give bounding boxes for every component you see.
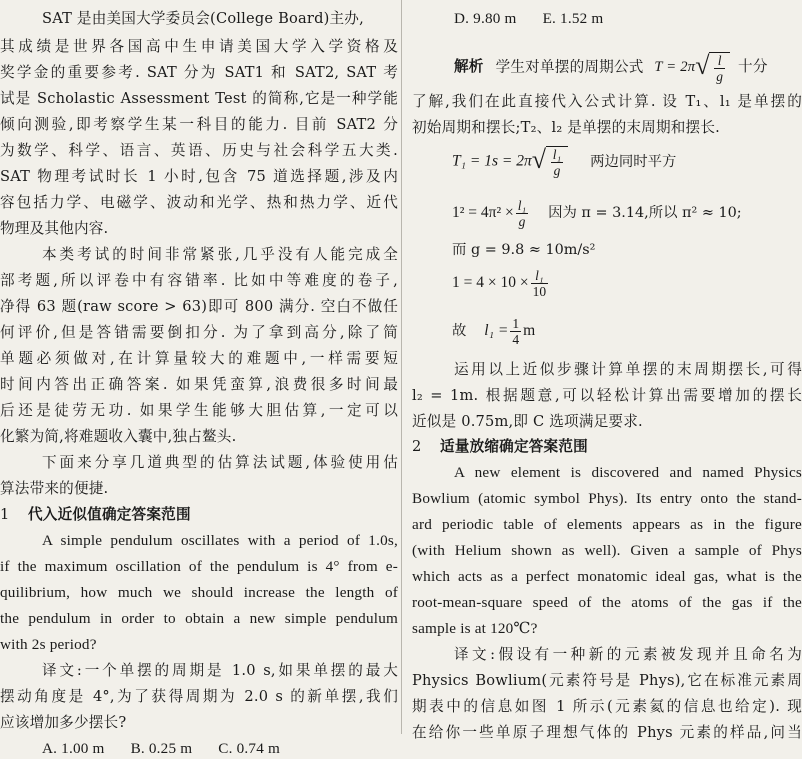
question-en-line: A simple pendulum oscillates with a period of 1.0s,: [42, 532, 398, 549]
frac-den: 10: [532, 284, 547, 299]
section-heading-1: [0, 505, 191, 525]
translation-line: 期表中的信息如图 1 所示(元素氦的信息也给定). 现: [412, 698, 802, 715]
question-en-line: A new element is discovered and named Physics: [454, 464, 802, 481]
intro-line: 其成绩是世界各国高中生申请美国大学入学资格及: [0, 38, 398, 55]
equation-2: [452, 198, 742, 229]
intro-line: 倾向测验,即考察学生某一科目的能力. 目前 SAT2 分: [0, 116, 398, 133]
fraction: [510, 316, 521, 347]
frac-num: l₁: [531, 268, 549, 284]
translation-line: 摆动角度是 4°,为了获得周期为 2.0 s 的新单摆,我们: [0, 688, 398, 705]
frac-num: l₁: [552, 147, 562, 162]
analysis-line: [454, 51, 802, 84]
question-en-line: with 2s period?: [0, 636, 97, 653]
section-number: 1: [0, 506, 10, 523]
body-line: 近似是 0.75m,即 C 选项满足要求.: [412, 413, 643, 430]
body-line: 何评价,但是答错需要倒扣分. 为了拿到高分,除了简: [0, 324, 398, 341]
section-number: 2: [412, 438, 422, 455]
equation-lhs: 1² = 4π² ×: [452, 204, 514, 222]
sqrt-symbol: √ $\frac{\text{l₁}}{g}$: [532, 146, 568, 178]
question-en-line: (with Helium shown as well). Given a sample of Phys: [412, 542, 802, 559]
section-title: 代入近似值确定答案范围: [28, 506, 191, 523]
fraction: [516, 198, 528, 229]
equation-unit: m: [523, 322, 536, 340]
equation-3: [452, 238, 595, 259]
question-en-line: root-mean-square speed of the atoms of the gas if the: [412, 594, 802, 611]
body-line: l₂ = 1m. 根据题意,可以轻松计算出需要增加的摆长: [412, 387, 802, 404]
intro-line: 物理及其他内容.: [0, 220, 109, 237]
frac-den: g: [716, 69, 724, 84]
fraction: [714, 53, 725, 84]
translation-line: 在给你一些单原子理想气体的 Phys 元素的样品,问当: [412, 724, 802, 741]
intro-line: 奖学金的重要参考. SAT 分为 SAT1 和 SAT2, SAT 考: [0, 64, 398, 81]
body-line: 本类考试的时间非常紧张,几乎没有人能完成全: [42, 246, 398, 263]
analysis-text: 学生对单摆的周期公式: [495, 58, 644, 76]
translation-line: 应该增加多少摆长?: [0, 714, 127, 731]
equation-4: [452, 268, 550, 299]
body-line: 时间内答出正确答案. 如果凭蛮算,浪费很多时间最: [0, 376, 398, 393]
option-a: A. 1.00 m: [42, 740, 105, 757]
column-divider: [401, 0, 402, 734]
answer-options: [454, 9, 629, 29]
intro-line: 为数学、科学、语言、英语、历史与社会科学五大类.: [0, 142, 398, 159]
intro-line: 容包括力学、电磁学、波动和光学、热和热力学、近代: [0, 194, 398, 211]
answer-options: [42, 739, 306, 759]
equation-note: 两边同时平方: [590, 153, 677, 170]
formula-coef: 2π: [680, 59, 696, 76]
equation-lhs: T₁ = 1s = 2π: [452, 152, 532, 170]
question-en-line: if the maximum oscillation of the pendulum is 4° from e-: [0, 558, 398, 575]
equation-note: 因为 π = 3.14,所以 π² ≈ 10;: [548, 205, 742, 222]
frac-den: g: [553, 163, 561, 178]
question-en-line: sample is at 120℃?: [412, 620, 538, 637]
translation-line: Physics Bowlium(元素符号是 Phys),它在标准元素周: [412, 672, 802, 689]
body-line: 部考题,所以评卷中有容错率. 比如中等难度的卷子,: [0, 272, 398, 289]
question-en-line: the pendulum in order to obtain a new simple pendulum: [0, 610, 398, 627]
equation-5: [452, 316, 535, 347]
formula-lhs: T =: [654, 59, 677, 76]
sqrt-symbol: √ $\frac{l}{g}$: [695, 52, 730, 84]
equation-lhs: 1 = 4 × 10 ×: [452, 274, 529, 292]
question-en-line: ard periodic table of elements appears as in the figure: [412, 516, 802, 533]
equation-text: 而 g = 9.8 ≈ 10m/s²: [452, 242, 596, 258]
body-line: 后还是徒劳无功. 如果学生能够大胆估算,一定可以: [0, 402, 398, 419]
translation-line: 译文:一个单摆的周期是 1.0 s,如果单摆的最大: [42, 662, 398, 679]
intro-line: SAT 物理考试时长 1 小时,包含 75 道选择题,涉及内: [0, 168, 398, 185]
question-en-line: Bowlium (atomic symbol Phys). Its entry onto the stand-: [412, 490, 802, 507]
fraction: [531, 268, 549, 299]
question-en-line: quilibrium, how much we should increase the length of: [0, 584, 398, 601]
section-heading-2: [412, 437, 588, 457]
body-line: 运用以上近似步骤计算单摆的末周期摆长,可得: [454, 361, 802, 378]
body-line: 化繁为简,将难题收入囊中,独占鳌头.: [0, 428, 237, 445]
analysis-line: 初始周期和摆长;T₂、l₂ 是单摆的末周期和摆长.: [412, 119, 720, 136]
body-line: 算法带来的便捷.: [0, 480, 109, 497]
frac-den: 4: [512, 332, 520, 347]
option-c: C. 0.74 m: [218, 740, 280, 757]
body-line: 下面来分享几道典型的估算法试题,体验使用估: [42, 454, 398, 471]
option-d: D. 9.80 m: [454, 10, 517, 27]
question-en-line: which acts as a perfect monatomic ideal gas, what is the: [412, 568, 802, 585]
analysis-tag: 解析: [454, 58, 484, 76]
body-line: 单题必须做对,在计算量较大的难题中,一样需要短: [0, 350, 398, 367]
frac-num: 1: [512, 316, 520, 331]
intro-line: SAT 是由美国大学委员会(College Board)主办,: [42, 10, 364, 27]
frac-num: l₁: [517, 198, 527, 213]
equation-word: 故: [452, 323, 467, 340]
body-line: 净得 63 题(raw score > 63)即可 800 满分. 空白不做任: [0, 298, 398, 315]
option-b: B. 0.25 m: [130, 740, 193, 757]
analysis-line: 了解,我们在此直接代入公式计算. 设 T₁、l₁ 是单摆的: [412, 93, 802, 110]
analysis-text: 十分: [738, 58, 768, 76]
frac-num: l: [714, 53, 725, 69]
fraction: [551, 147, 563, 178]
equation-lhs: l₁ =: [484, 322, 509, 340]
translation-line: 译文:假设有一种新的元素被发现并且命名为: [454, 646, 802, 663]
equation-1: [452, 146, 676, 178]
frac-den: g: [518, 214, 526, 229]
option-e: E. 1.52 m: [542, 10, 604, 27]
period-formula: [654, 51, 734, 84]
intro-line: 试是 Scholastic Assessment Test 的简称,它是一种学能: [0, 90, 398, 107]
section-title: 适量放缩确定答案范围: [440, 438, 588, 455]
